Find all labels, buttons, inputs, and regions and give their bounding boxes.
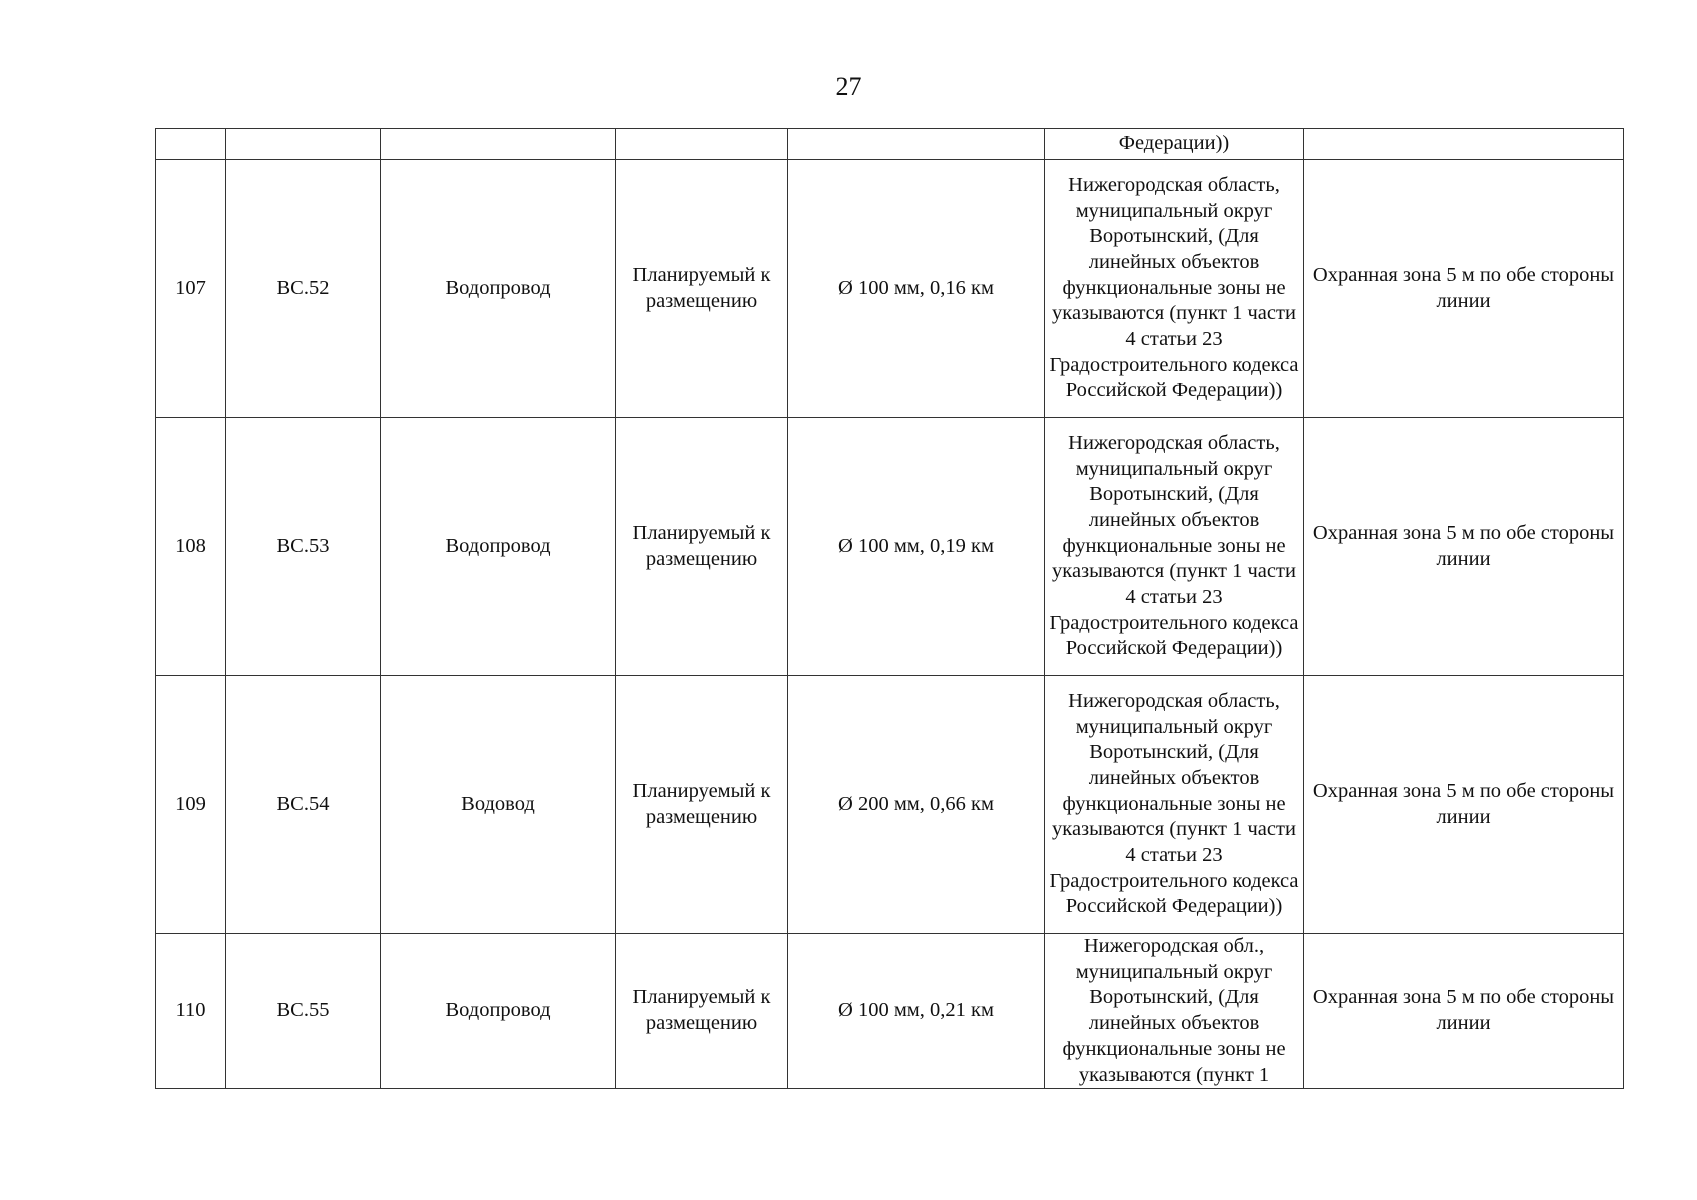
- cell-zone: Охранная зона 5 м по обе стороны линии: [1304, 418, 1624, 676]
- cell-status: Планируемый к размещению: [616, 934, 788, 1089]
- table-row: [156, 160, 1624, 418]
- cell-params: Ø 100 мм, 0,16 км: [788, 160, 1045, 418]
- cell-zone: [1304, 129, 1624, 160]
- cell-params: Ø 100 мм, 0,19 км: [788, 418, 1045, 676]
- cell-num: 110: [156, 934, 226, 1089]
- cell-status: Планируемый к размещению: [616, 676, 788, 934]
- cell-location: Нижегородская область, муниципальный округ Воротынский, (Для линейных объектов функциональные зоны не указываются (пункт 1 части 4 статьи 23 Градостроительного кодекса Российской Федерации)): [1045, 418, 1304, 676]
- table-row: [156, 676, 1624, 934]
- cell-zone: Охранная зона 5 м по обе стороны линии: [1304, 676, 1624, 934]
- cell-name: Водопровод: [381, 418, 616, 676]
- cell-code: ВС.54: [226, 676, 381, 934]
- cell-status: Планируемый к размещению: [616, 418, 788, 676]
- cell-location: Нижегородская область, муниципальный округ Воротынский, (Для линейных объектов функциональные зоны не указываются (пункт 1 части 4 статьи 23 Градостроительного кодекса Российской Федерации)): [1045, 676, 1304, 934]
- cell-params: Ø 100 мм, 0,21 км: [788, 934, 1045, 1089]
- cell-status: Планируемый к размещению: [616, 160, 788, 418]
- cell-code: ВС.52: [226, 160, 381, 418]
- table-row-continuation: [156, 129, 1624, 160]
- cell-name: Водовод: [381, 676, 616, 934]
- cell-name: [381, 129, 616, 160]
- cell-params: Ø 200 мм, 0,66 км: [788, 676, 1045, 934]
- page-number: 27: [835, 72, 862, 101]
- cell-code: [226, 129, 381, 160]
- cell-code: ВС.55: [226, 934, 381, 1089]
- cell-location: Федерации)): [1045, 129, 1304, 160]
- objects-table: [155, 128, 1624, 1089]
- cell-code: ВС.53: [226, 418, 381, 676]
- cell-zone: Охранная зона 5 м по обе стороны линии: [1304, 160, 1624, 418]
- cell-name: Водопровод: [381, 934, 616, 1089]
- cell-location: Нижегородская обл., муниципальный округ Воротынский, (Для линейных объектов функциональные зоны не указываются (пункт 1: [1045, 934, 1304, 1089]
- cell-params: [788, 129, 1045, 160]
- cell-num: 108: [156, 418, 226, 676]
- cell-num: 107: [156, 160, 226, 418]
- cell-status: [616, 129, 788, 160]
- table-row: [156, 934, 1624, 1089]
- table-row: [156, 418, 1624, 676]
- cell-location: Нижегородская область, муниципальный округ Воротынский, (Для линейных объектов функциональные зоны не указываются (пункт 1 части 4 статьи 23 Градостроительного кодекса Российской Федерации)): [1045, 160, 1304, 418]
- cell-zone: Охранная зона 5 м по обе стороны линии: [1304, 934, 1624, 1089]
- cell-num: 109: [156, 676, 226, 934]
- cell-name: Водопровод: [381, 160, 616, 418]
- cell-num: [156, 129, 226, 160]
